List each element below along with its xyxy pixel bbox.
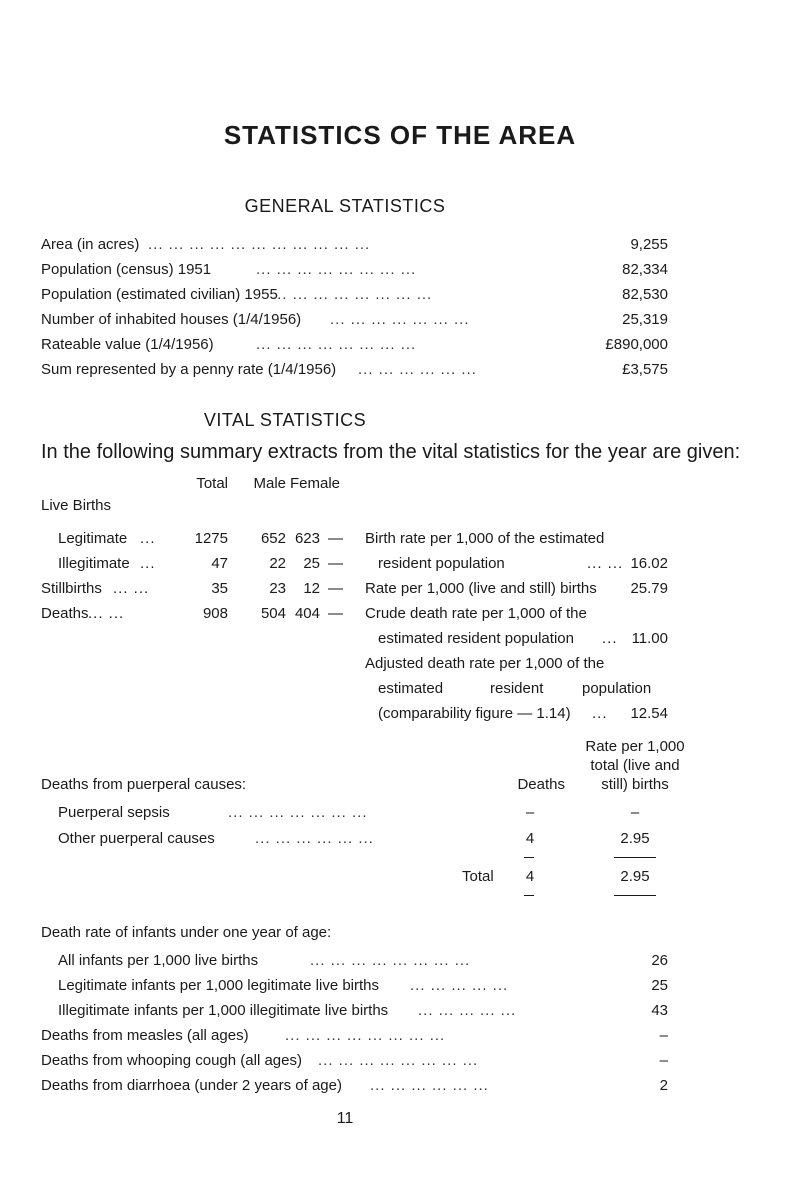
vital-row-total: 35 [211,580,228,597]
vital-row-label: Stillbirths [41,580,102,597]
leader-dots: ... [140,530,156,547]
rate-col-header: still) births [601,776,669,793]
puerperal-total-label: Total [462,868,494,885]
general-row-value: 9,255 [630,236,668,253]
rate-col-header: Rate per 1,000 [585,738,685,755]
stillbirth-rate-label: Rate per 1,000 (live and still) births [365,580,597,597]
crude-death-rate-label: estimated resident population [378,630,574,647]
puerperal-row-label: Puerperal sepsis [58,804,170,821]
vital-row-label: Legitimate [58,530,128,547]
leader-dots: ... ... [88,605,125,622]
general-row-label: Number of inhabited houses (1/4/1956) [41,311,302,328]
puerperal-row-label: Other puerperal causes [58,830,215,847]
puerperal-total-deaths: 4 [525,868,535,885]
puerperal-row-deaths: 4 [525,830,535,847]
infant-heading: Death rate of infants under one year of age: [41,924,332,941]
puerperal-heading: Deaths from puerperal causes: [41,776,247,793]
crude-death-rate-value: 11.00 [631,630,668,647]
rule [614,895,656,896]
other-deaths-label: Deaths from diarrhoea (under 2 years of age) [41,1077,342,1094]
vital-row-female: 12 [303,580,320,597]
vital-row-male: 652 [260,530,286,547]
dash: — [328,580,343,597]
general-row-label: Rateable value (1/4/1956) [41,336,214,353]
leader-dots: ... ... ... ... ... ... ... ... [272,286,433,303]
adjusted-death-rate-label: (comparability figure — 1.14) [378,705,571,722]
leader-dots: ... ... ... ... ... ... ... ... [285,1027,446,1044]
leader-dots: ... ... ... ... ... [418,1002,517,1019]
vital-row-total: 1275 [194,530,228,547]
leader-dots: ... ... ... ... ... ... ... ... [318,1052,479,1069]
infant-row-label: Illegitimate infants per 1,000 illegitimate live births [58,1002,389,1019]
leader-dots: ... ... [113,580,150,597]
vital-row-male: 22 [269,555,286,572]
infant-row-value: 25 [651,977,668,994]
col-total-header: Total [196,475,228,492]
other-deaths-value: – [659,1052,668,1069]
birth-rate-value: 16.02 [630,555,668,572]
leader-dots: ... ... ... ... ... ... ... ... [256,336,417,353]
adjusted-death-rate-label: resident [490,680,544,697]
leader-dots: ... ... ... ... ... ... ... ... ... ... ... [148,236,371,253]
live-births-label: Live Births [41,497,112,514]
page-title: STATISTICS OF THE AREA [223,120,577,150]
infant-row-value: 26 [651,952,668,969]
general-row-label: Area (in acres) [41,236,140,253]
general-statistics-heading: GENERAL STATISTICS [244,196,446,216]
vital-intro: In the following summary extracts from the vital statistics for the year are given: [41,441,741,463]
infant-row-label: All infants per 1,000 live births [58,952,259,969]
dash: — [328,605,343,622]
adjusted-death-rate-label: Adjusted death rate per 1,000 of the [365,655,605,672]
col-male-header: Male [253,475,286,492]
crude-death-rate-label: Crude death rate per 1,000 of the [365,605,587,622]
puerperal-total-rate: 2.95 [620,868,650,885]
leader-dots: ... [602,630,618,647]
rule [524,895,534,896]
vital-row-female: 25 [303,555,320,572]
general-row-label: Population (census) 1951 [41,261,212,278]
puerperal-row-rate: – [630,804,640,821]
general-row-value: 82,530 [622,286,668,303]
dash: — [328,555,343,572]
leader-dots: ... ... ... ... ... ... ... ... [256,261,417,278]
general-row-value: 25,319 [622,311,668,328]
general-row-label: Sum represented by a penny rate (1/4/1956) [41,361,337,378]
adjusted-death-rate-label: population [582,680,652,697]
stillbirth-rate-value: 25.79 [630,580,668,597]
birth-rate-label: resident population [378,555,505,572]
vital-row-female: 623 [294,530,320,547]
vital-row-total: 47 [211,555,228,572]
dash: — [328,530,343,547]
other-deaths-value: – [659,1027,668,1044]
leader-dots: ... ... ... ... ... [410,977,509,994]
leader-dots: ... ... [587,555,624,572]
infant-row-label: Legitimate infants per 1,000 legitimate live births [58,977,380,994]
leader-dots: ... [140,555,156,572]
rate-col-header: total (live and [590,757,680,774]
adjusted-death-rate-label: estimated [378,680,444,697]
vital-statistics-heading: VITAL STATISTICS [203,410,367,430]
col-female-header: Female [290,475,341,492]
leader-dots: ... ... ... ... ... ... ... [228,804,368,821]
other-deaths-value: 2 [659,1077,668,1094]
infant-row-value: 43 [651,1002,668,1019]
birth-rate-label: Birth rate per 1,000 of the estimated [365,530,605,547]
vital-row-male: 23 [269,580,286,597]
general-row-value: £890,000 [605,336,668,353]
general-row-value: 82,334 [622,261,668,278]
page-number: 11 [336,1110,354,1127]
deaths-col-header: Deaths [517,776,565,793]
leader-dots: ... ... ... ... ... ... [358,361,477,378]
vital-row-label: Illegitimate [58,555,130,572]
general-row-label: Population (estimated civilian) 1955 [41,286,278,303]
rule [524,857,534,858]
other-deaths-label: Deaths from measles (all ages) [41,1027,249,1044]
leader-dots: ... [592,705,608,722]
vital-row-female: 404 [294,605,320,622]
general-row-value: £3,575 [622,361,668,378]
puerperal-row-deaths: – [525,804,535,821]
rule [614,857,656,858]
leader-dots: ... ... ... ... ... ... [255,830,374,847]
vital-row-total: 908 [202,605,228,622]
puerperal-row-rate: 2.95 [620,830,650,847]
leader-dots: ... ... ... ... ... ... [370,1077,489,1094]
other-deaths-label: Deaths from whooping cough (all ages) [41,1052,302,1069]
leader-dots: ... ... ... ... ... ... ... ... [310,952,471,969]
vital-row-label: Deaths [41,605,89,622]
leader-dots: ... ... ... ... ... ... ... [330,311,470,328]
adjusted-death-rate-value: 12.54 [630,705,668,722]
vital-row-male: 504 [260,605,286,622]
